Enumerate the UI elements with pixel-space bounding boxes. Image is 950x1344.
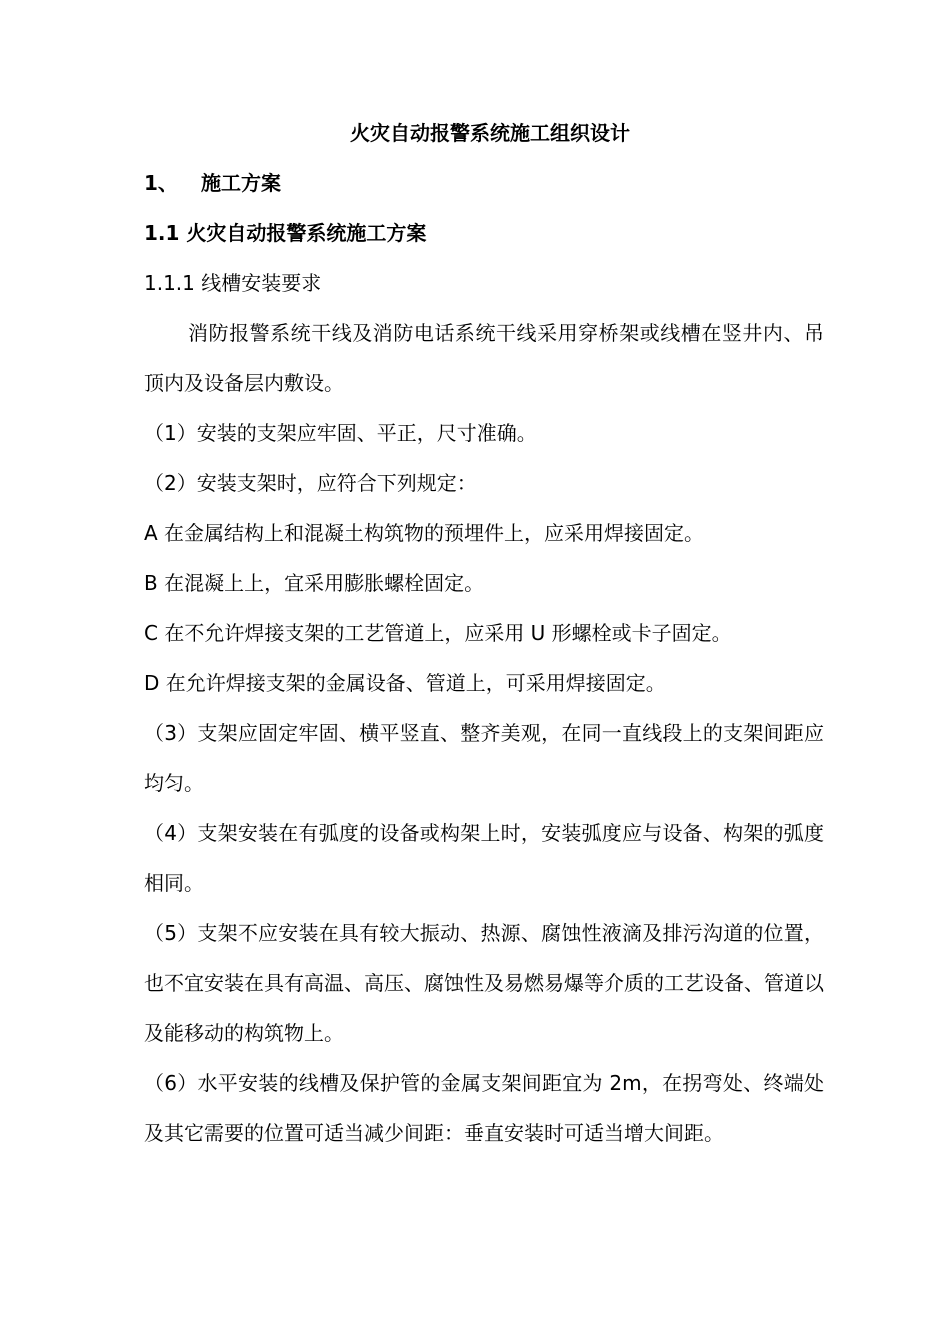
document-title: 火灾自动报警系统施工组织设计 xyxy=(350,121,630,145)
requirement-item-3: （3）支架应固定牢固、横平竖直、整齐美观，在同一直线段上的支架间距应均匀。 xyxy=(144,721,824,795)
section-heading xyxy=(144,158,824,208)
rule-item-d: D 在允许焊接支架的金属设备、管道上，可采用焊接固定。 xyxy=(144,671,666,695)
requirement-item-5: （5）支架不应安装在具有较大振动、热源、腐蚀性液滴及排污沟道的位置，也不宜安装在具有高温、高压、腐蚀性及易燃易爆等介质的工艺设备、管道以及能移动的构筑物上。 xyxy=(144,921,824,1045)
section-title: 施工方案 xyxy=(201,171,281,195)
requirement-item-1: （1）安装的支架应牢固、平正，尺寸准确。 xyxy=(144,421,537,445)
subsubsection-heading: 1.1.1 线槽安装要求 xyxy=(144,271,322,295)
section-number: 1、 xyxy=(144,171,178,195)
rule-item-c: C 在不允许焊接支架的工艺管道上，应采用 U 形螺栓或卡子固定。 xyxy=(144,621,732,645)
subsection-heading: 1.1 火灾自动报警系统施工方案 xyxy=(144,221,427,245)
document-body xyxy=(144,108,824,1158)
requirement-item-4: （4）支架安装在有弧度的设备或构架上时，安装弧度应与设备、构架的弧度相同。 xyxy=(144,821,824,895)
requirement-item-2: （2）安装支架时，应符合下列规定： xyxy=(144,471,477,495)
intro-paragraph: 消防报警系统干线及消防电话系统干线采用穿桥架或线槽在竖井内、吊顶内及设备层内敷设。 xyxy=(144,321,824,395)
rule-item-a: A 在金属结构上和混凝土构筑物的预埋件上，应采用焊接固定。 xyxy=(144,521,705,545)
requirement-item-6: （6）水平安装的线槽及保护管的金属支架间距宜为 2m，在拐弯处、终端处及其它需要的位置可适当减少间距：垂直安装时可适当增大间距。 xyxy=(144,1071,824,1145)
rule-item-b: B 在混凝上上，宜采用膨胀螺栓固定。 xyxy=(144,571,485,595)
